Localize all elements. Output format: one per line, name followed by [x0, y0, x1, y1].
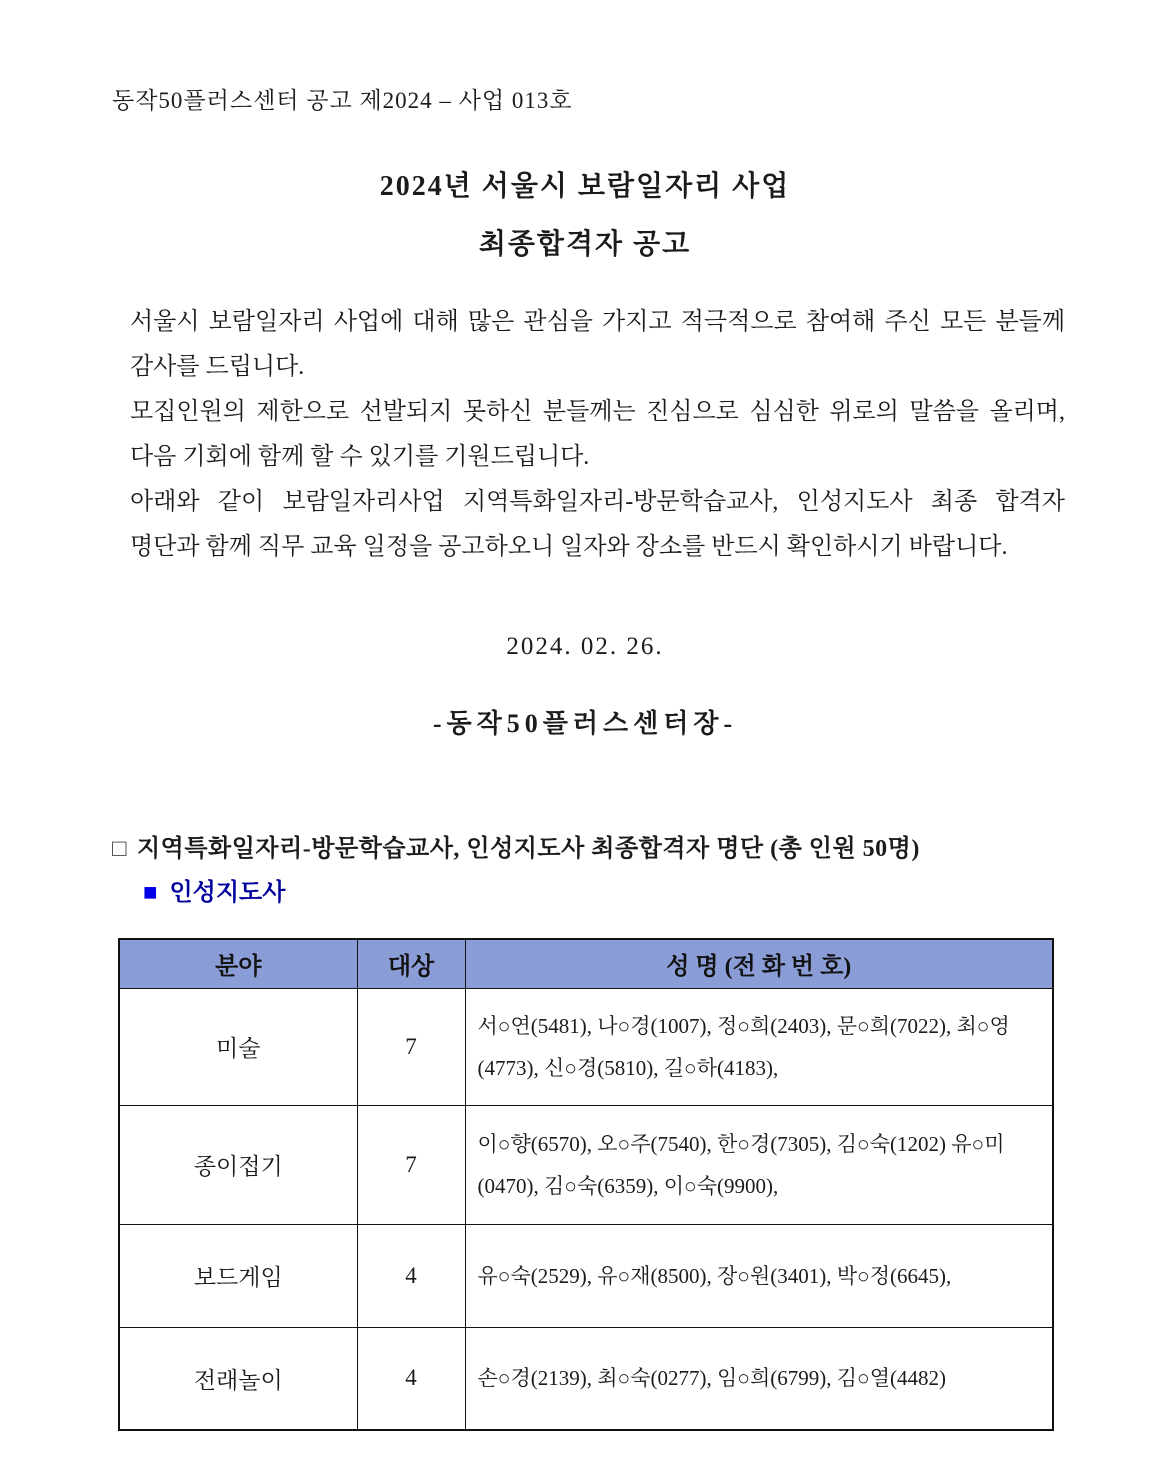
- table-row: [119, 1224, 1053, 1327]
- count-cell: 7: [357, 1105, 465, 1224]
- date-line: 2024. 02. 26.: [506, 633, 664, 660]
- body-paragraph: 아래와 같이 보람일자리사업 지역특화일자리-방문학습교사, 인성지도사 최종 합격자 명단과 함께 직무 교육 일정을 공고하오니 일자와 장소를 반드시 확인하시기 바랍니다.: [130, 489, 1065, 560]
- field-cell: 미술: [119, 988, 357, 1105]
- names-cell: 서○연(5481), 나○경(1007), 정○희(2403), 문○희(7022), 최○영(4773), 신○경(5810), 길○하(4183),: [465, 988, 1053, 1105]
- blue-square-icon: ■: [143, 880, 158, 906]
- signature-line: -동작50플러스센터장-: [432, 709, 738, 738]
- section-heading: [112, 828, 920, 863]
- count-cell: 4: [357, 1327, 465, 1430]
- field-cell: 보드게임: [119, 1224, 357, 1327]
- header-field: 분야: [119, 939, 357, 988]
- header-count: 대상: [357, 939, 465, 988]
- roster-table: [118, 938, 1054, 1431]
- title-block: [0, 168, 1170, 264]
- field-cell: 전래놀이: [119, 1327, 357, 1430]
- count-cell: 7: [357, 988, 465, 1105]
- table-row: [119, 1105, 1053, 1224]
- table-row: [119, 988, 1053, 1105]
- count-cell: 4: [357, 1224, 465, 1327]
- subsection-heading-text: 인성지도사: [169, 880, 286, 906]
- section-heading-text: 지역특화일자리-방문학습교사, 인성지도사 최종합격자 명단 (총 인원 50명): [137, 836, 920, 862]
- notice-number: 동작50플러스센터 공고 제2024 – 사업 013호: [112, 88, 573, 113]
- document-title-line1: 2024년 서울시 보람일자리 사업: [379, 171, 791, 202]
- table-row: [119, 1327, 1053, 1430]
- body-text: [130, 300, 1065, 570]
- document-title-line2: 최종합격자 공고: [478, 229, 692, 260]
- field-cell: 종이접기: [119, 1105, 357, 1224]
- header-names: 성 명 (전 화 번 호): [465, 939, 1053, 988]
- subsection-heading: [143, 872, 285, 907]
- table-header-row: [119, 939, 1053, 988]
- body-paragraph: 서울시 보람일자리 사업에 대해 많은 관심을 가지고 적극적으로 참여해 주신 모든 분들께 감사를 드립니다.: [130, 309, 1065, 380]
- names-cell: 유○숙(2529), 유○재(8500), 장○원(3401), 박○정(6645),: [465, 1224, 1053, 1327]
- body-paragraph: 모집인원의 제한으로 선발되지 못하신 분들께는 진심으로 심심한 위로의 말씀을 올리며, 다음 기회에 함께 할 수 있기를 기원드립니다.: [130, 399, 1065, 470]
- names-cell: 손○경(2139), 최○숙(0277), 임○희(6799), 김○열(4482): [465, 1327, 1053, 1430]
- empty-checkbox-icon: □: [112, 836, 127, 862]
- names-cell: 이○향(6570), 오○주(7540), 한○경(7305), 김○숙(1202) 유○미(0470), 김○숙(6359), 이○숙(9900),: [465, 1105, 1053, 1224]
